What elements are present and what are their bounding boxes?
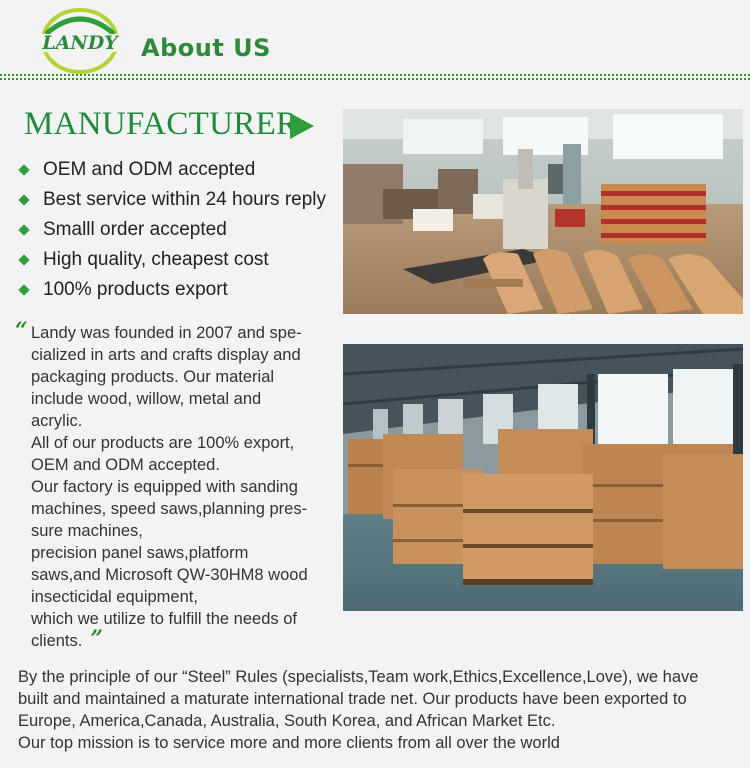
story-line: precision panel saws,platform	[31, 544, 249, 562]
story-line: machines, speed saws,planning pres-	[31, 500, 308, 518]
story-line: include wood, willow, metal and	[31, 390, 262, 408]
footer-line: Our top mission is to service more and more clients from all over the world	[18, 734, 560, 752]
story-line: Our factory is equipped with sanding	[31, 478, 298, 496]
story-line-last	[31, 626, 331, 652]
story-line: which we utilize to fulfill the needs of	[31, 610, 297, 628]
feature-item	[18, 245, 326, 275]
story-line: saws,and Microsoft QW-30HM8 wood	[31, 566, 308, 584]
feature-text: 100% products export	[43, 279, 228, 300]
story-line: insecticidal equipment,	[31, 588, 198, 606]
header-divider	[0, 74, 750, 80]
story-line: acrylic.	[31, 412, 83, 430]
diamond-bullet-icon	[18, 254, 29, 265]
feature-text: OEM and ODM accepted	[43, 159, 256, 180]
feature-text: Best service within 24 hours reply	[43, 189, 327, 210]
open-quote-icon: “	[15, 318, 28, 344]
workshop-photo	[343, 109, 743, 314]
feature-item	[18, 275, 326, 305]
story-line: All of our products are 100% export,	[31, 434, 295, 452]
manufacturer-title: MANUFACTURER	[24, 106, 299, 142]
story-line: packaging products. Our material	[31, 368, 275, 386]
warehouse-photo	[343, 344, 743, 611]
diamond-bullet-icon	[18, 164, 29, 175]
feature-item	[18, 185, 326, 215]
logo-text: LANDY	[42, 32, 118, 54]
page-title: About US	[141, 34, 271, 62]
story-line: Landy was founded in 2007 and spe-	[31, 324, 302, 342]
footer-line: Europe, America,Canada, Australia, South Korea, and African Market Etc.	[18, 712, 556, 730]
diamond-bullet-icon	[18, 224, 29, 235]
footer-line: By the principle of our “Steel” Rules (specialists,Team work,Ethics,Excellence,Love), we have	[18, 668, 699, 686]
feature-item	[18, 215, 326, 245]
header	[0, 0, 750, 80]
story-line: OEM and ODM accepted.	[31, 456, 220, 474]
story-line: cialized in arts and crafts display and	[31, 346, 301, 364]
play-arrow-icon	[290, 113, 314, 139]
diamond-bullet-icon	[18, 284, 29, 295]
company-story	[31, 322, 331, 652]
footer-text	[18, 666, 738, 754]
feature-item	[18, 155, 326, 185]
feature-text: High quality, cheapest cost	[43, 249, 269, 270]
story-line: sure machines,	[31, 522, 143, 540]
feature-text: Smalll order accepted	[43, 219, 227, 240]
footer-line: built and maintained a maturate international trade net. Our products have been exported to	[18, 690, 687, 708]
diamond-bullet-icon	[18, 194, 29, 205]
feature-list	[18, 155, 326, 305]
close-quote-icon: ”	[90, 626, 104, 652]
landy-logo	[40, 8, 120, 74]
story-line: clients.	[31, 632, 83, 650]
